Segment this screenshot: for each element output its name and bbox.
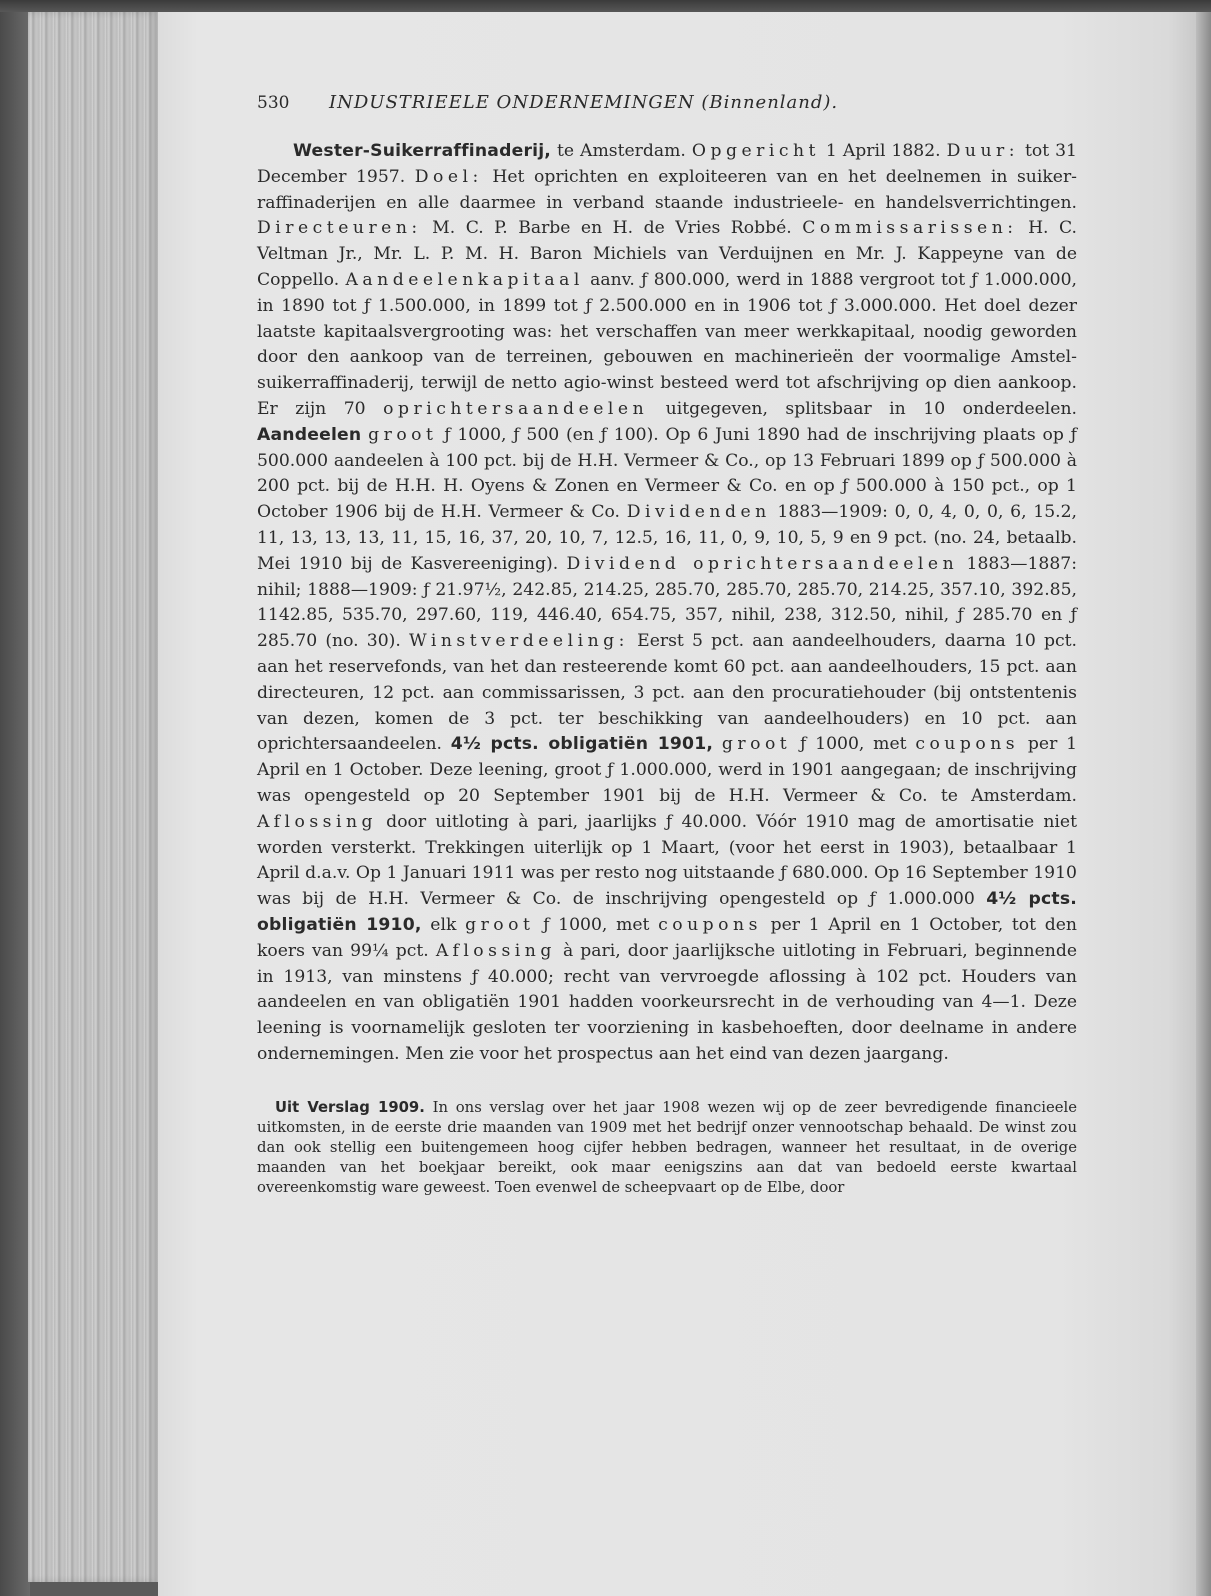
- entry-segment-spaced: Dividend oprichtersaandeelen: [566, 553, 959, 574]
- entry-segment-spaced: groot: [465, 914, 535, 935]
- entry-segment-spaced: Opgericht: [691, 141, 820, 161]
- entry-segment-normal: 1883—1887: nihil; 1888—1909: ƒ 21.97½, 242.85, 214.25, 285.70, 285.70, 285.70, 214.25, 357.10, 392.85, 1142.85, 535.70, 297.60, 119, 446.40, 654.75, 357, nihil, 238, 312.50, nihil, ƒ 285.70 en ƒ 285.70 (no. 30).: [257, 553, 1077, 652]
- entry-segment-spaced: Aflossing: [257, 811, 378, 832]
- entry-segment-spaced: groot: [368, 424, 438, 445]
- page-stack-edges: [28, 12, 160, 1582]
- entry-segment-normal: 1883—1909: 0, 0, 4, 0, 0, 6, 15.2, 11, 13, 13, 13, 11, 15, 16, 37, 20, 10, 7, 12.5, 16, 11, 0, 9, 10, 5, 9 en 9 pct. (no. 24, betaalb. Mei 1910 bij de Kasvereeniging).: [257, 502, 1077, 574]
- running-head: [257, 92, 1077, 113]
- entry-segment-normal: per 1 April en 1 October, tot den koers van 99¼ pct.: [257, 914, 1077, 961]
- entry-segment-spaced: coupons: [658, 914, 762, 935]
- entry-segment-spaced: Duur:: [946, 141, 1020, 161]
- entry-segment-normal: [713, 734, 722, 754]
- book-spine-shadow: [0, 12, 30, 1596]
- entry-segment-spaced: Aandeelenkapitaal: [345, 269, 584, 290]
- entry-segment-spaced: Winstverdeeling:: [409, 631, 629, 652]
- page-content: [257, 92, 1077, 1212]
- entry-segment-normal: aanv. ƒ 800.000, werd in 1888 vergroot tot ƒ 1.000.000, in 1890 tot ƒ 1.500.000, in 1899 tot ƒ 2.500.000 en in 1906 tot ƒ 3.000.000. Het doel dezer laatste kapitaalsvergrooting was: het verschaffen van meer werkkapitaal, noodig geworden door den aankoop van de terreinen, gebouwen en machinerieën der voormalige Amstel-suikerraffinaderij, terwijl de netto agio-winst besteed werd tot afschrijving op dien aankoop. Er zijn 70: [257, 269, 1077, 419]
- entry-segment-bold: Aandeelen: [257, 424, 362, 445]
- entry-segment-bold: 4½ pcts. obligatiën 1901,: [450, 734, 714, 755]
- entry-segment-normal: à pari, door jaarlijksche uitloting in Februari, beginnende in 1913, van minstens ƒ 40.000; recht van vervroegde aflossing à 102 pct. Houders van aandeelen en van obligatiën 1901 hadden voorkeursrecht in de verhouding van 4—1. Deze leening is voornamelijk gesloten ter voorziening in kasbehoeften, door deelname in andere ondernemingen. Men zie voor het prospectus aan het eind van dezen jaargang.: [257, 940, 1077, 1064]
- entry-segment-normal: Eerst 5 pct. aan aandeelhouders, daarna 10 pct. aan het reservefonds, van het dan resteerende komt 60 pct. aan aandeelhouders, 15 pct. aan directeuren, 12 pct. aan commissarissen, 3 pct. aan den procuratiehouder (bij ontstentenis van dezen, komen de 3 pct. ter beschikking van aandeelhouders) en 10 pct. aan oprichtersaandeelen.: [257, 631, 1077, 755]
- entry-segment-normal: uitgegeven, splitsbaar in 10 onderdeelen.: [648, 398, 1077, 419]
- company-entry: [257, 139, 1077, 1068]
- entry-segment-spaced: coupons: [915, 734, 1020, 755]
- entry-segment-normal: tot 31 December 1957.: [257, 141, 1077, 187]
- entry-segment-normal: ƒ 1000, met: [791, 734, 916, 755]
- entry-segment-spaced: Aflossing: [435, 940, 556, 961]
- page-number: 530: [257, 93, 290, 113]
- entry-segment-normal: elk: [421, 914, 466, 935]
- entry-segment-normal: Het oprichten en exploiteeren van en het deelnemen in suiker-raffinaderijen en alle daarmee in verband staande industrieele- en handelsverrichtingen.: [257, 166, 1077, 213]
- report-heading: Uit Verslag 1909.: [275, 1098, 425, 1116]
- entry-segment-spaced: oprichtersaandeelen: [383, 398, 649, 419]
- running-head-title: INDUSTRIEELE ONDERNEMINGEN (Binnenland).: [329, 92, 839, 113]
- entry-segment-normal: 1 April 1882.: [819, 141, 947, 161]
- entry-segment-spaced: Directeuren:: [257, 218, 422, 239]
- entry-segment-normal: H. C. Veltman Jr., Mr. L. P. M. H. Baron Michiels van Verduijnen en Mr. J. Kappeyne van de Coppello.: [257, 218, 1077, 290]
- page-right-edge: [1196, 12, 1211, 1596]
- entry-segment-bold: 4½ pcts. obligatiën 1910,: [257, 889, 1078, 935]
- report-text: In ons verslag over het jaar 1908 wezen wij op de zeer bevredigende financieele uitkomsten, in de eerste drie maanden van 1909 met het bedrijf onzer vennootschap behaald. De winst zou dan ook stellig een buitengemeen hoog cijfer hebben bedragen, wanneer het resultaat, in de overige maanden van het boekjaar bereikt, ook maar eenigszins aan dat van bedoeld eerste kwartaal overeenkomstig ware geweest. Toen evenwel de scheepvaart op de Elbe, door: [257, 1098, 1077, 1196]
- entry-segment-spaced: Commissarissen:: [802, 218, 1018, 239]
- entry-segment-normal: M. C. P. Barbe en H. de Vries Robbé.: [421, 218, 803, 239]
- entry-segment-normal: te Amsterdam.: [551, 141, 692, 161]
- entry-segment-normal: ƒ 1000, ƒ 500 (en ƒ 100). Op 6 Juni 1890 had de inschrijving plaats op ƒ 500.000 aandeelen à 100 pct. bij de H.H. Vermeer & Co., op 13 Februari 1899 op ƒ 500.000 à 200 pct. bij de H.H. H. Oyens & Zonen en Vermeer & Co. en op ƒ 500.000 à 150 pct., op 1 October 1906 bij de H.H. Vermeer & Co.: [257, 424, 1077, 523]
- annual-report-excerpt: [257, 1098, 1077, 1198]
- entry-segment-spaced: groot: [721, 734, 792, 755]
- entry-segment-spaced: Dividenden: [626, 502, 771, 523]
- entry-segment-spaced: Doel:: [414, 166, 483, 187]
- entry-segment-normal: ƒ 1000, met: [534, 914, 659, 935]
- entry-segment-normal: door uitloting à pari, jaarlijks ƒ 40.000. Vóór 1910 mag de amortisatie niet worden versterkt. Trekkingen uiterlijk op 1 Maart, (voor het eerst in 1903), betaalbaar 1 April d.a.v. Op 1 Januari 1911 was per resto nog uitstaande ƒ 680.000. Op 16 September 1910 was bij de H.H. Vermeer & Co. de inschrijving opengesteld op ƒ 1.000.000: [257, 811, 1077, 910]
- entry-segment-normal: per 1 April en 1 October. Deze leening, groot ƒ 1.000.000, werd in 1901 aangegaan; de inschrijving was opengesteld op 20 September 1901 bij de H.H. Vermeer & Co. te Amsterdam.: [257, 734, 1078, 806]
- company-name: Wester-Suikerraffinaderij,: [293, 141, 552, 161]
